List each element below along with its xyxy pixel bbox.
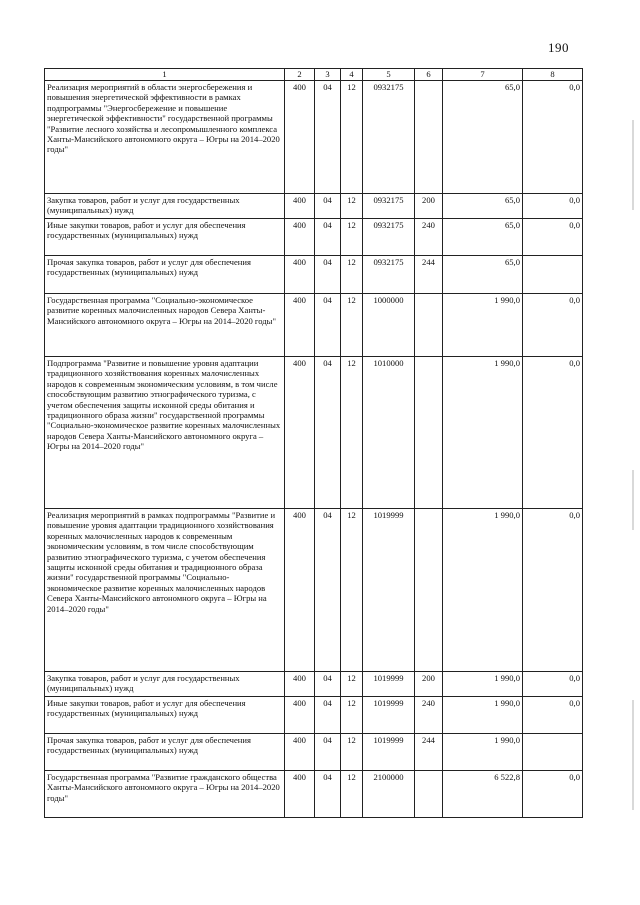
cell-c7: 1 990,0 [443,294,523,357]
cell-c4: 12 [341,219,363,256]
table-row [45,697,583,734]
row-name: Закупка товаров, работ и услуг для государственных (муниципальных) нужд [45,672,285,697]
cell-c5: 1019999 [363,509,415,672]
cell-c5: 0932175 [363,81,415,194]
budget-table [44,68,583,818]
page-number: 190 [548,40,569,55]
cell-c3: 04 [315,771,341,818]
cell-c4: 12 [341,509,363,672]
cell-c4: 12 [341,256,363,294]
table-row [45,509,583,672]
cell-c7: 1 990,0 [443,697,523,734]
cell-c5: 1019999 [363,734,415,771]
row-name: Государственная программа "Социально-экономическое развитие коренных малочисленных народов Севера Ханты-Мансийского автономного округа – Югры на 2014–2020 годы" [45,294,285,357]
cell-c2: 400 [285,672,315,697]
cell-c5: 1019999 [363,672,415,697]
column-header: 1 [45,69,285,81]
row-name: Иные закупки товаров, работ и услуг для обеспечения государственных (муниципальных) нужд [45,697,285,734]
cell-c8: 0,0 [523,81,583,194]
cell-c6 [415,81,443,194]
cell-c7: 1 990,0 [443,734,523,771]
row-name: Прочая закупка товаров, работ и услуг для обеспечения государственных (муниципальных) нужд [45,256,285,294]
cell-c5: 2100000 [363,771,415,818]
cell-c6: 244 [415,734,443,771]
cell-c4: 12 [341,81,363,194]
cell-c7: 65,0 [443,219,523,256]
header-row [45,69,583,81]
cell-c6: 244 [415,256,443,294]
row-name: Реализация мероприятий в рамках подпрограммы "Развитие и повышение уровня адаптации традиционного хозяйствования коренных малочисленных народов к современным экономическим условиям, в том числе способствующим развитию этнографического туризма, с учетом обеспечения защиты исконной среды обитания и традиционного образа жизни" государственной программы "Социально-экономическое развитие коренных малочисленных народов Севера Ханты-Мансийского автономного округа – Югры на 2014–2020 годы" [45,509,285,672]
cell-c3: 04 [315,734,341,771]
cell-c8: 0,0 [523,509,583,672]
row-name: Закупка товаров, работ и услуг для государственных (муниципальных) нужд [45,194,285,219]
table-row [45,294,583,357]
row-name: Иные закупки товаров, работ и услуг для обеспечения государственных (муниципальных) нужд [45,219,285,256]
cell-c2: 400 [285,357,315,509]
column-header: 2 [285,69,315,81]
cell-c2: 400 [285,219,315,256]
cell-c5: 1000000 [363,294,415,357]
cell-c4: 12 [341,672,363,697]
table-row [45,357,583,509]
cell-c7: 1 990,0 [443,357,523,509]
cell-c6: 200 [415,672,443,697]
cell-c3: 04 [315,509,341,672]
cell-c4: 12 [341,697,363,734]
cell-c3: 04 [315,219,341,256]
column-header: 4 [341,69,363,81]
cell-c6: 240 [415,697,443,734]
cell-c8: 0,0 [523,294,583,357]
cell-c5: 0932175 [363,194,415,219]
table-row [45,256,583,294]
cell-c5: 0932175 [363,219,415,256]
cell-c5: 0932175 [363,256,415,294]
cell-c8: 0,0 [523,219,583,256]
cell-c6 [415,357,443,509]
cell-c6 [415,509,443,672]
cell-c2: 400 [285,509,315,672]
row-name: Подпрограмма "Развитие и повышение уровня адаптации традиционного хозяйствования коренных малочисленных народов к современным экономическим условиям, в том числе способствующим развитию этнографического туризма, с учетом обеспечения защиты исконной среды обитания и традиционного образа жизни" государственной программы "Социально-экономическое развитие коренных малочисленных народов Севера Ханты-Мансийского автономного округа – Югры на 2014–2020 годы" [45,357,285,509]
cell-c6: 240 [415,219,443,256]
cell-c4: 12 [341,294,363,357]
cell-c8: 0,0 [523,771,583,818]
row-name: Прочая закупка товаров, работ и услуг для обеспечения государственных (муниципальных) нужд [45,734,285,771]
cell-c3: 04 [315,672,341,697]
cell-c7: 65,0 [443,81,523,194]
table-row [45,194,583,219]
cell-c6 [415,771,443,818]
cell-c7: 1 990,0 [443,509,523,672]
cell-c8 [523,734,583,771]
column-header: 8 [523,69,583,81]
cell-c3: 04 [315,357,341,509]
cell-c2: 400 [285,81,315,194]
cell-c4: 12 [341,734,363,771]
row-name: Реализация мероприятий в области энергосбережения и повышения энергетической эффективности в рамках подпрограммы "Энергосбережение и повышение энергетической эффективности" государственной программы "Развитие лесного хозяйства и лесопромышленного комплекса Ханты-Мансийского автономного округа – Югры на 2014–2020 годы" [45,81,285,194]
column-header: 3 [315,69,341,81]
cell-c3: 04 [315,697,341,734]
cell-c2: 400 [285,697,315,734]
cell-c2: 400 [285,734,315,771]
column-header: 7 [443,69,523,81]
cell-c4: 12 [341,771,363,818]
scan-edge-mark [632,120,634,210]
cell-c2: 400 [285,294,315,357]
cell-c3: 04 [315,194,341,219]
cell-c2: 400 [285,194,315,219]
cell-c6: 200 [415,194,443,219]
scan-edge-mark [632,470,634,530]
cell-c4: 12 [341,357,363,509]
table-row [45,81,583,194]
cell-c2: 400 [285,256,315,294]
cell-c8: 0,0 [523,194,583,219]
cell-c4: 12 [341,194,363,219]
cell-c7: 1 990,0 [443,672,523,697]
cell-c5: 1010000 [363,357,415,509]
row-name: Государственная программа "Развитие гражданского общества Ханты-Мансийского автономного округа – Югры на 2014–2020 годы" [45,771,285,818]
cell-c8: 0,0 [523,357,583,509]
table-row [45,672,583,697]
cell-c3: 04 [315,256,341,294]
cell-c8: 0,0 [523,697,583,734]
cell-c3: 04 [315,294,341,357]
cell-c3: 04 [315,81,341,194]
column-header: 5 [363,69,415,81]
column-header: 6 [415,69,443,81]
cell-c8 [523,256,583,294]
cell-c7: 65,0 [443,256,523,294]
cell-c2: 400 [285,771,315,818]
cell-c6 [415,294,443,357]
scan-edge-mark [632,700,634,810]
cell-c7: 6 522,8 [443,771,523,818]
cell-c5: 1019999 [363,697,415,734]
table-row [45,219,583,256]
table-row [45,771,583,818]
table-row [45,734,583,771]
cell-c7: 65,0 [443,194,523,219]
cell-c8: 0,0 [523,672,583,697]
